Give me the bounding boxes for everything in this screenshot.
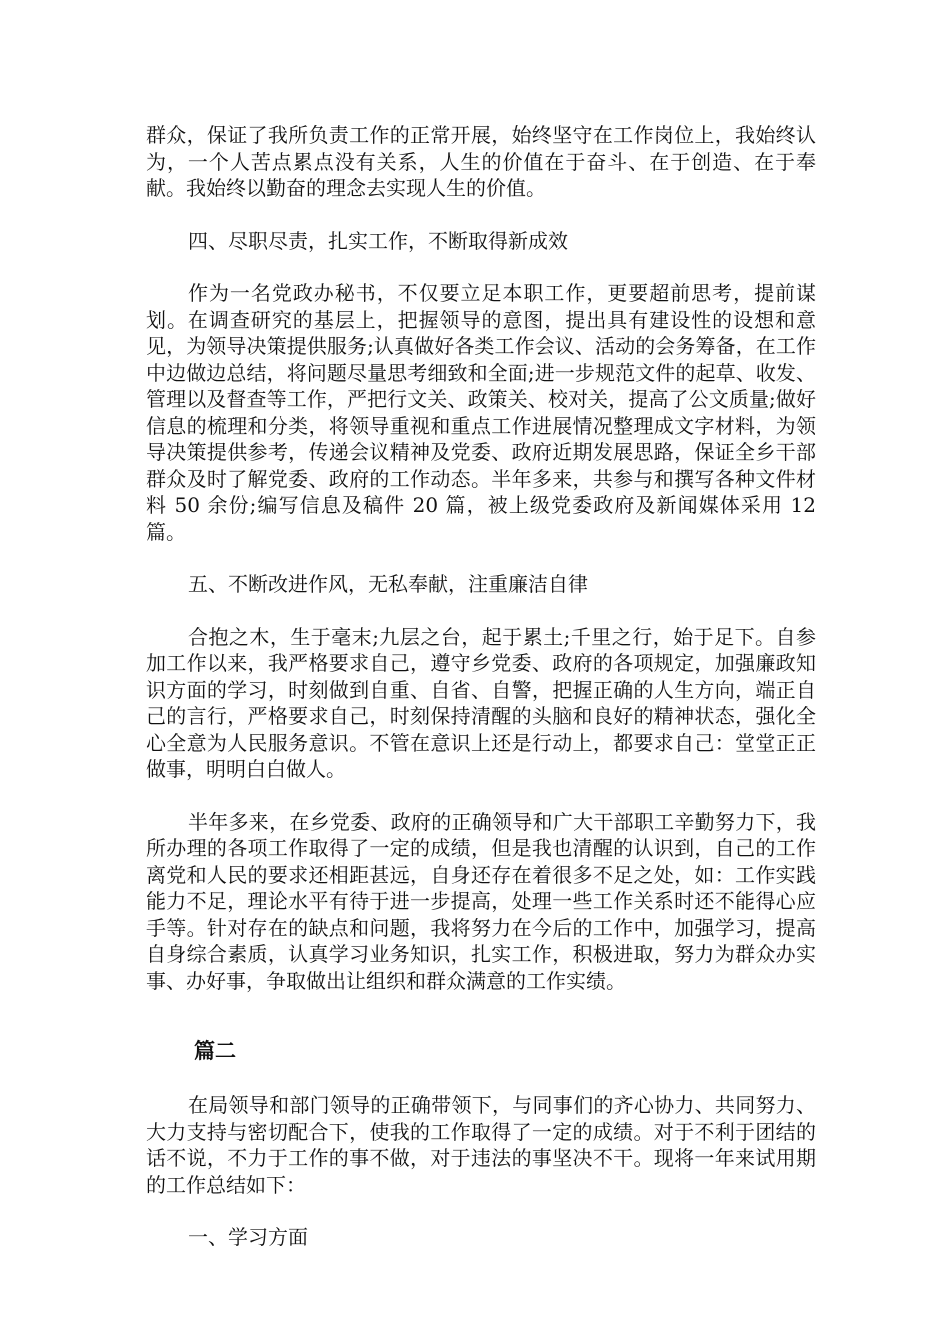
- section-title: 篇二: [194, 1039, 236, 1063]
- heading-study: 一、学习方面: [188, 1225, 308, 1249]
- paragraph-intro-part-two: 在局领导和部门领导的正确带领下，与同事们的齐心协力、共同努力、大力支持与密切配合下，使我的工作取得了一定的成绩。对于不利于团结的话不说，不力于工作的事不做，对于违法的事坚决不干。现将一年来试用期的工作总结如下：: [146, 1093, 816, 1197]
- document-page: [146, 122, 816, 1277]
- paragraph-continuation: 群众，保证了我所负责工作的正常开展，始终坚守在工作岗位上，我始终认为，一个人苦点累点没有关系，人生的价值在于奋斗、在于创造、在于奉献。我始终以勤奋的理念去实现人生的价值。: [146, 123, 816, 200]
- heading-section-four: 四、尽职尽责，扎实工作，不断取得新成效: [188, 228, 568, 253]
- paragraph-self-discipline: 合抱之木，生于毫末;九层之台，起于累土;千里之行，始于足下。自参加工作以来，我严格要求自己，遵守乡党委、政府的各项规定，加强廉政知识方面的学习，时刻做到自重、自省、自警，把握正确的人生方向，端正自己的言行，严格要求自己，时刻保持清醒的头脑和良好的精神状态，强化全心全意为人民服务意识。不管在意识上还是行动上，都要求自己：堂堂正正做事，明明白白做人。: [146, 624, 816, 781]
- paragraph-secretary-work: 作为一名党政办秘书，不仅要立足本职工作，更要超前思考，提前谋划。在调查研究的基层上，把握领导的意图，提出具有建设性的设想和意见，为领导决策提供服务;认真做好各类工作会议、活动的会务筹备，在工作中边做边总结，将问题尽量思考细致和全面;进一步规范文件的起草、收发、管理以及督查等工作，严把行文关、政策关、校对关，提高了公文质量;做好信息的梳理和分类，将领导重视和重点工作进展情况整理成文字材料，为领导决策提供参考，传递会议精神及党委、政府近期发展思路，保证全乡干部群众及时了解党委、政府的工作动态。半年多来，共参与和撰写各种文件材料 50 余份;编写信息及稿件 20 篇，被上级党委政府及新闻媒体采用 12 篇。: [146, 281, 816, 544]
- paragraph-summary: 半年多来，在乡党委、政府的正确领导和广大干部职工辛勤努力下，我所办理的各项工作取得了一定的成绩，但是我也清醒的认识到，自己的工作离党和人民的要求还相距甚远，自身还存在着很多不足之处，如：工作实践能力不足，理论水平有待于进一步提高，处理一些工作关系时还不能得心应手等。针对存在的缺点和问题，我将努力在今后的工作中，加强学习，提高自身综合素质，认真学习业务知识，扎实工作，积极进取，努力为群众办实事、办好事，争取做出让组织和群众满意的工作实绩。: [146, 809, 816, 993]
- heading-section-five: 五、不断改进作风，无私奉献，注重廉洁自律: [188, 572, 588, 596]
